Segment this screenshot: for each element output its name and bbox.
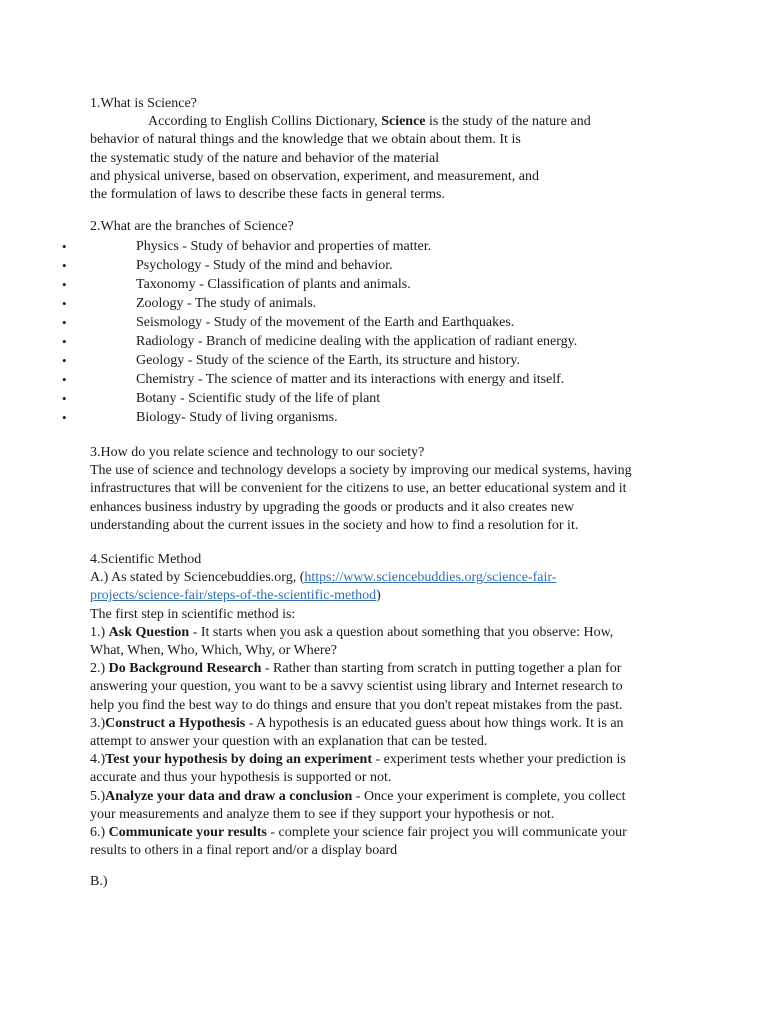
- section-scientific-method: [90, 551, 690, 860]
- paragraph-line: infrastructures that will be convenient for the citizens to use, an better educational system and it: [90, 481, 627, 497]
- bullet-icon: •: [62, 315, 67, 330]
- part-b-label: B.): [90, 874, 108, 889]
- step-line: 2.) Do Background Research - Rather than starting from scratch in putting together a plan for: [90, 661, 622, 677]
- bullet-icon: •: [62, 277, 67, 292]
- step-line: help you find the best way to do things and ensure that you don't repeat mistakes from the past.: [90, 697, 623, 713]
- definition-line: and physical universe, based on observation, experiment, and measurement, and: [90, 168, 540, 184]
- step-line: 1.) Ask Question - It starts when you ask a question about something that you observe: How,: [90, 624, 614, 640]
- section-what-is-science: [90, 95, 690, 204]
- definition-line: the systematic study of the nature and behavior of the material: [90, 150, 440, 166]
- bullet-icon: •: [62, 410, 67, 425]
- bullet-icon: •: [62, 353, 67, 368]
- bullet-icon: •: [62, 239, 67, 254]
- steps-intro: The first step in scientific method is:: [90, 606, 296, 622]
- paragraph-line: The use of science and technology develops a society by improving our medical systems, having: [90, 463, 632, 479]
- step-line: answering your question, you want to be a savvy scientist using library and Internet research to: [90, 679, 623, 695]
- step-line: 6.) Communicate your results - complete your science fair project you will communicate your: [90, 825, 627, 841]
- source-link[interactable]: projects/science-fair/steps-of-the-scientific-method: [90, 588, 377, 604]
- heading-branches: 2.What are the branches of Science?: [90, 219, 294, 234]
- step-line: What, When, Who, Which, Why, or Where?: [90, 643, 337, 659]
- list-item: • Geology - Study of the science of the Earth, its structure and history.: [62, 353, 520, 368]
- list-item: • Psychology - Study of the mind and behavior.: [62, 258, 393, 273]
- list-item: • Chemistry - The science of matter and its interactions with energy and itself.: [62, 372, 565, 387]
- step-title: Do Background Research: [108, 661, 262, 677]
- bullet-icon: •: [62, 258, 67, 273]
- definition-line: behavior of natural things and the knowledge that we obtain about them. It is: [90, 132, 521, 148]
- definition-line: According to English Collins Dictionary, Science is the study of the nature and: [148, 114, 591, 130]
- science-term: Science: [381, 114, 426, 130]
- step-title: Construct a Hypothesis: [105, 715, 246, 731]
- source-line: A.) As stated by Sciencebuddies.org, (https://www.sciencebuddies.org/science-fair-: [90, 570, 557, 586]
- step-line: results to others in a final report and/or a display board: [90, 843, 398, 859]
- branches-list: [62, 237, 702, 427]
- source-link[interactable]: https://www.sciencebuddies.org/science-fair-: [304, 570, 557, 586]
- step-line: 5.)Analyze your data and draw a conclusion - Once your experiment is complete, you collect: [90, 788, 626, 804]
- section-branches: [90, 218, 690, 236]
- paragraph-line: enhances business industry by upgrading the goods or products and it also creates new: [90, 499, 575, 515]
- step-line: your measurements and analyze them to see if they support your hypothesis or not.: [90, 806, 555, 822]
- bullet-icon: •: [62, 391, 67, 406]
- step-title: Ask Question: [108, 624, 190, 640]
- step-title: Test your hypothesis by doing an experiment: [105, 752, 372, 768]
- step-line: 3.)Construct a Hypothesis - A hypothesis is an educated guess about how things work. It is an: [90, 715, 624, 731]
- heading-what-is-science: 1.What is Science?: [90, 96, 197, 111]
- list-item: • Botany - Scientific study of the life of plant: [62, 391, 381, 406]
- list-item: • Radiology - Branch of medicine dealing with the application of radiant energy.: [62, 334, 578, 349]
- list-item: • Physics - Study of behavior and properties of matter.: [62, 239, 432, 254]
- section-part-b: [90, 873, 690, 891]
- step-title: Communicate your results: [108, 825, 267, 841]
- list-item: • Zoology - The study of animals.: [62, 296, 317, 311]
- list-item: • Taxonomy - Classification of plants and animals.: [62, 277, 411, 292]
- list-item: • Biology- Study of living organisms.: [62, 410, 338, 425]
- list-item: • Seismology - Study of the movement of the Earth and Earthquakes.: [62, 315, 515, 330]
- definition-line: the formulation of laws to describe these facts in general terms.: [90, 187, 445, 203]
- step-line: accurate and thus your hypothesis is supported or not.: [90, 770, 392, 786]
- paragraph-line: understanding about the current issues in the society and how to find a resolution for it.: [90, 517, 579, 533]
- source-line: projects/science-fair/steps-of-the-scientific-method): [90, 588, 381, 604]
- bullet-icon: •: [62, 334, 67, 349]
- section-science-technology-society: [90, 444, 690, 535]
- step-line: attempt to answer your question with an explanation that can be tested.: [90, 734, 488, 750]
- step-line: 4.)Test your hypothesis by doing an experiment - experiment tests whether your prediction is: [90, 752, 626, 768]
- heading-science-technology: 3.How do you relate science and technology to our society?: [90, 445, 425, 460]
- heading-scientific-method: 4.Scientific Method: [90, 552, 202, 567]
- bullet-icon: •: [62, 296, 67, 311]
- step-title: Analyze your data and draw a conclusion: [105, 788, 353, 804]
- bullet-icon: •: [62, 372, 67, 387]
